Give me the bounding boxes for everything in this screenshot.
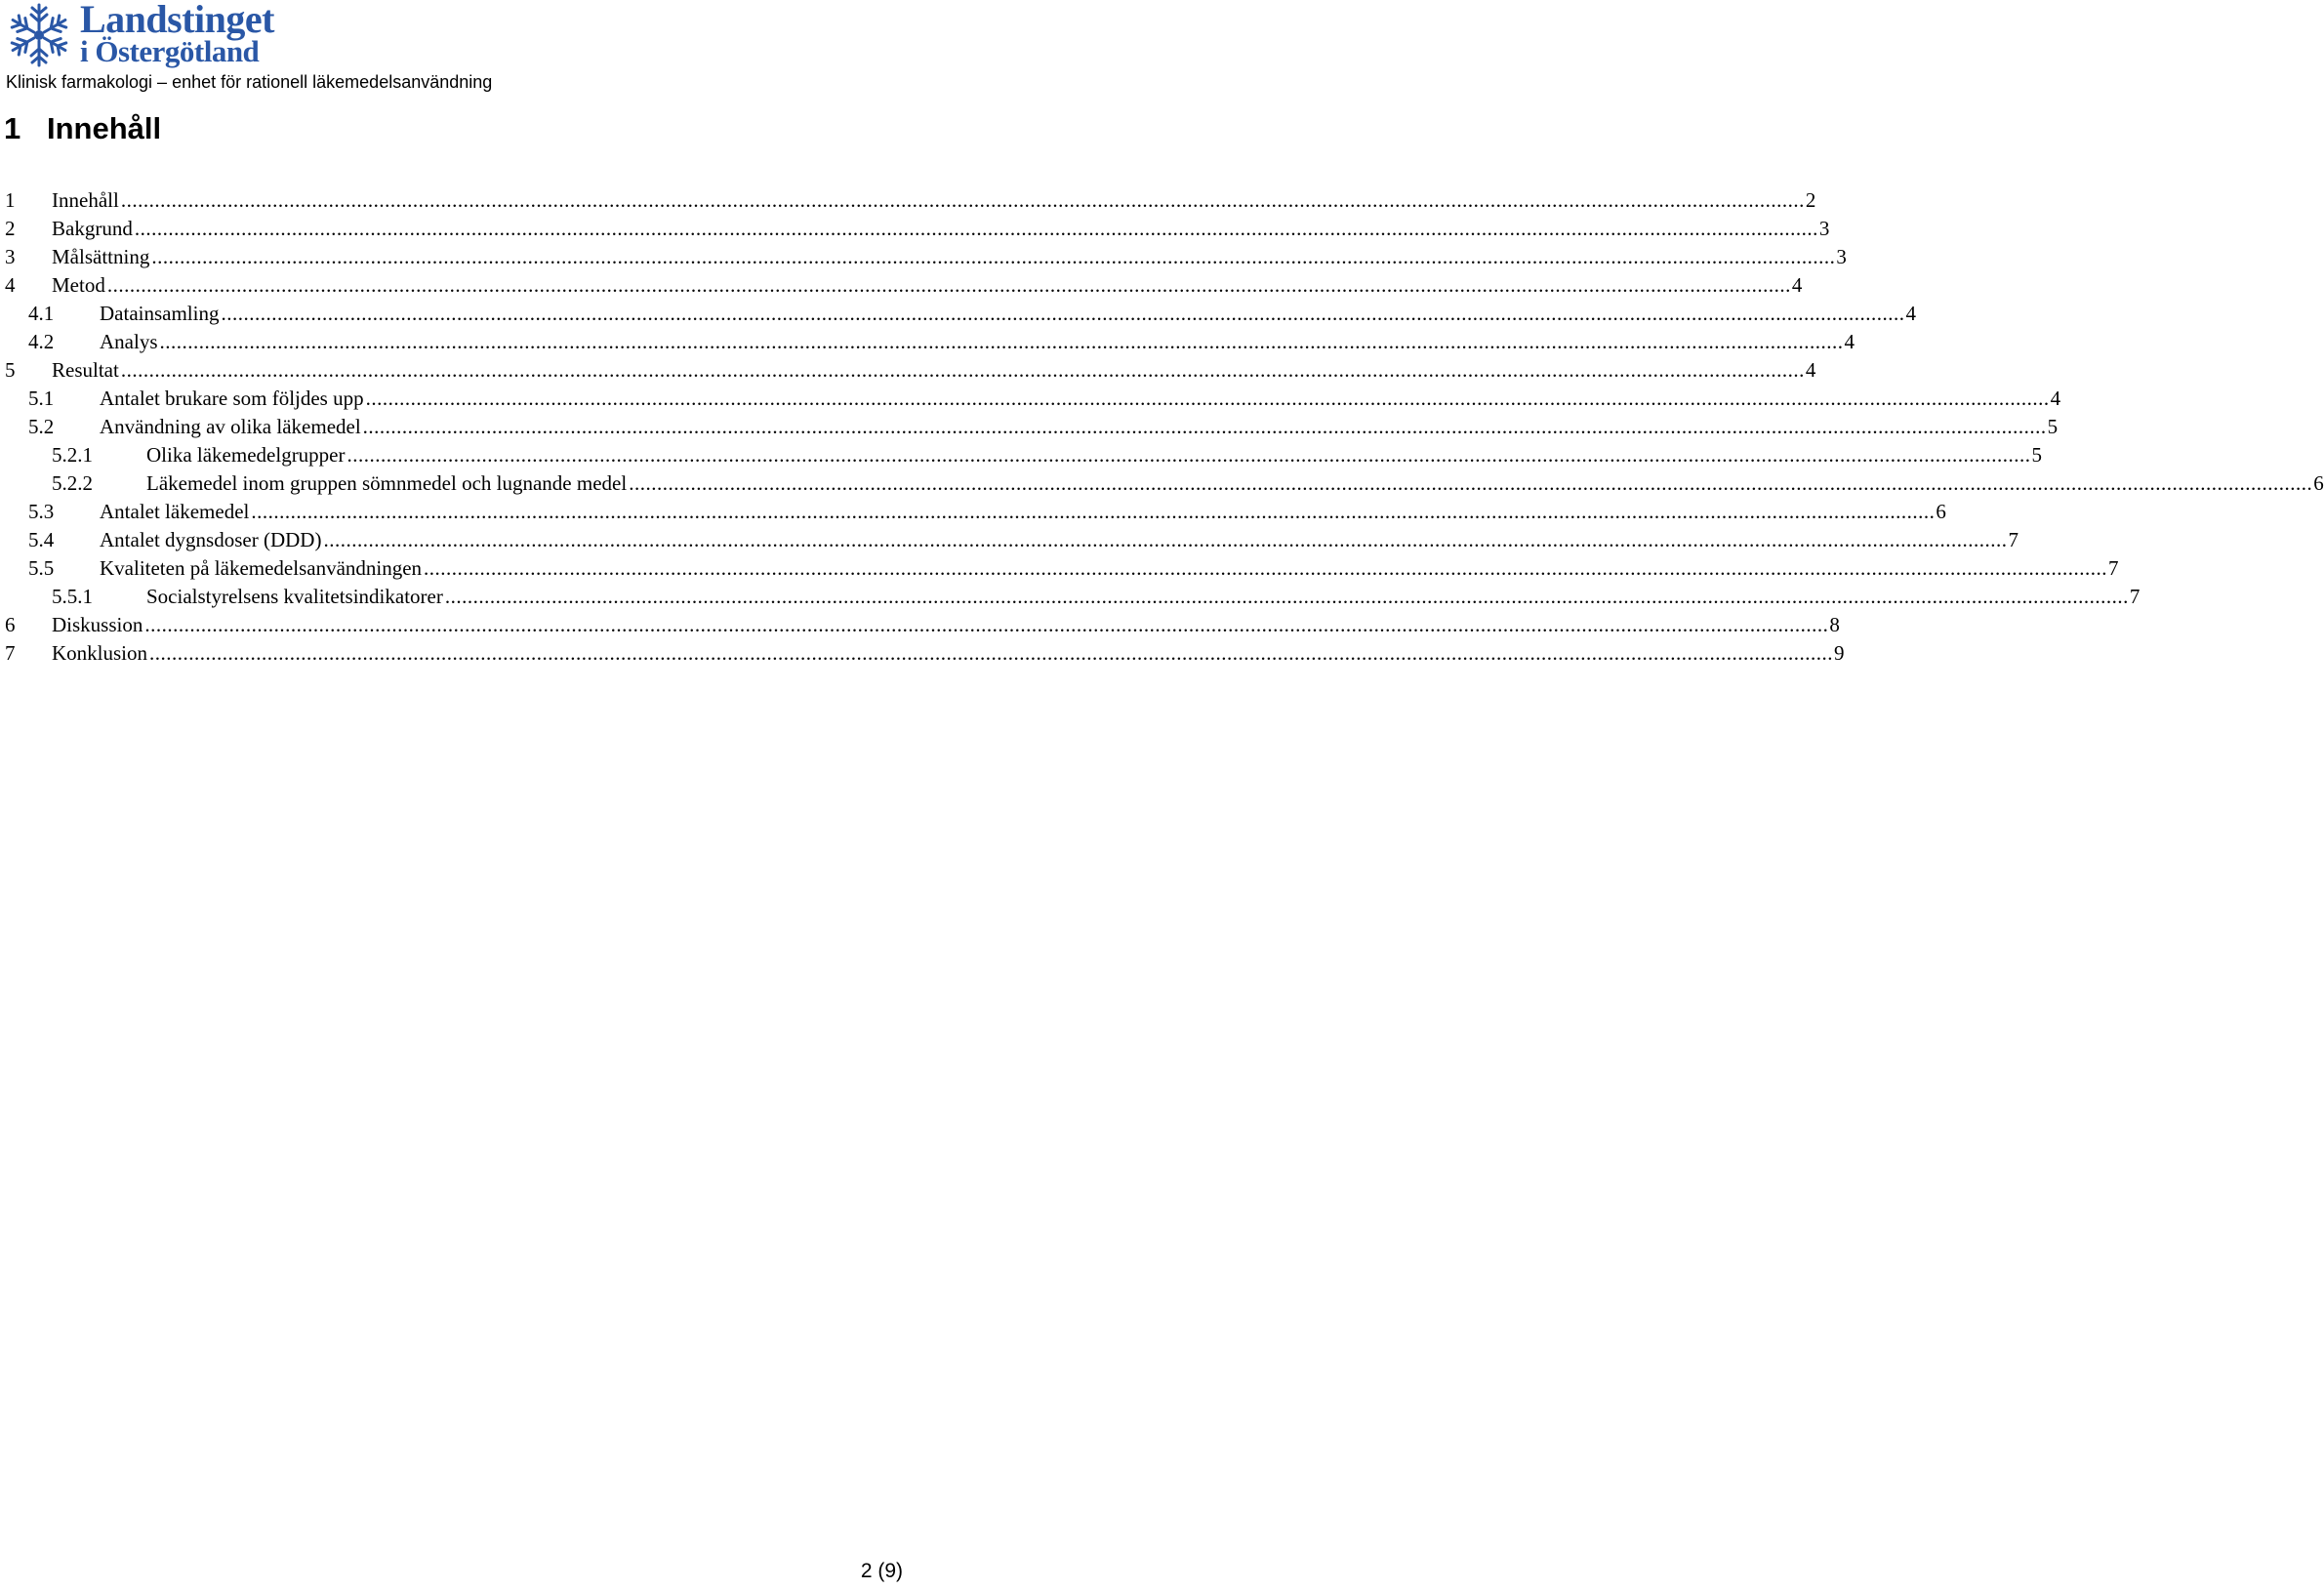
snowflake-emblem-icon bbox=[4, 2, 74, 68]
toc-entry-page: 4 bbox=[1791, 273, 1803, 297]
toc-entry-title: Användning av olika läkemedel bbox=[100, 415, 361, 438]
toc-entry-page: 3 bbox=[1836, 245, 1847, 268]
toc-entry-title: Socialstyrelsens kvalitetsindikatorer bbox=[146, 585, 443, 608]
dot-leader: ............................................................................................................................................................................................................................................................................................................ bbox=[221, 302, 1905, 325]
toc-entry-number: 5 bbox=[5, 358, 16, 382]
document-header bbox=[4, 2, 590, 96]
table-of-contents bbox=[5, 186, 2324, 668]
toc-entry-line bbox=[52, 611, 1840, 639]
toc-entry[interactable] bbox=[5, 271, 1803, 300]
toc-entry-page: 8 bbox=[1829, 613, 1840, 636]
toc-entry-line bbox=[52, 215, 1830, 243]
toc-entry-title: Kvaliteten på läkemedelsanvändningen bbox=[100, 556, 423, 580]
toc-entry-page: 4 bbox=[2050, 387, 2061, 410]
toc-entry-page: 4 bbox=[1905, 302, 1916, 325]
dot-leader: ............................................................................................................................................................................................................................................................................................................ bbox=[120, 188, 1805, 212]
dot-leader: ............................................................................................................................................................................................................................................................................................................ bbox=[629, 471, 2313, 495]
toc-entry-line bbox=[52, 243, 1847, 271]
toc-entry-number: 5.2.1 bbox=[52, 443, 93, 467]
dot-leader: ............................................................................................................................................................................................................................................................................................................ bbox=[251, 500, 1936, 523]
dot-leader: ............................................................................................................................................................................................................................................................................................................ bbox=[424, 556, 2108, 580]
toc-entry-number: 5.4 bbox=[28, 528, 55, 551]
toc-entry-line bbox=[52, 639, 1845, 668]
toc-entry[interactable] bbox=[5, 441, 2042, 469]
toc-entry-number: 2 bbox=[5, 217, 16, 240]
toc-entry-number: 6 bbox=[5, 613, 16, 636]
dot-leader: ............................................................................................................................................................................................................................................................................................................ bbox=[134, 217, 1818, 240]
heading-text: Innehåll bbox=[47, 111, 162, 145]
toc-entry-title: Målsättning bbox=[52, 245, 150, 268]
toc-entry[interactable] bbox=[5, 186, 1816, 215]
toc-entry[interactable] bbox=[5, 611, 1840, 639]
toc-entry-title: Antalet brukare som följdes upp bbox=[100, 387, 364, 410]
toc-entry-line bbox=[100, 385, 2061, 413]
toc-entry-page: 4 bbox=[1844, 330, 1855, 353]
toc-entry-line bbox=[52, 186, 1816, 215]
toc-entry-title: Metod bbox=[52, 273, 105, 297]
toc-entry-number: 5.2.2 bbox=[52, 471, 93, 495]
toc-entry[interactable] bbox=[5, 385, 2061, 413]
toc-entry[interactable] bbox=[5, 498, 1946, 526]
toc-entry[interactable] bbox=[5, 300, 1916, 328]
toc-entry[interactable] bbox=[5, 554, 2119, 583]
toc-entry-title: Olika läkemedelgrupper bbox=[146, 443, 346, 467]
toc-entry-line bbox=[100, 526, 2018, 554]
toc-entry-line bbox=[146, 469, 2324, 498]
dot-leader: ............................................................................................................................................................................................................................................................................................................ bbox=[347, 443, 2031, 467]
toc-entry-title: Resultat bbox=[52, 358, 119, 382]
toc-entry-number: 5.5 bbox=[28, 556, 55, 580]
dot-leader: ............................................................................................................................................................................................................................................................................................................ bbox=[159, 330, 1844, 353]
toc-entry[interactable] bbox=[5, 413, 2059, 441]
toc-entry-page: 4 bbox=[1805, 358, 1816, 382]
toc-entry-page: 9 bbox=[1834, 641, 1845, 665]
toc-entry[interactable] bbox=[5, 328, 1855, 356]
toc-entry[interactable] bbox=[5, 526, 2018, 554]
toc-entry-line bbox=[100, 328, 1855, 356]
logo-wordmark-line2: i Östergötland bbox=[80, 34, 260, 68]
toc-entry-number: 5.5.1 bbox=[52, 585, 93, 608]
dot-leader: ............................................................................................................................................................................................................................................................................................................ bbox=[151, 245, 1836, 268]
toc-entry-number: 7 bbox=[5, 641, 16, 665]
toc-entry[interactable] bbox=[5, 243, 1847, 271]
toc-entry-page: 5 bbox=[2031, 443, 2042, 467]
toc-entry-page: 5 bbox=[2047, 415, 2059, 438]
toc-entry[interactable] bbox=[5, 583, 2141, 611]
logo-wordmark-line1: Landstinget bbox=[80, 0, 274, 41]
toc-entry-page: 6 bbox=[2313, 471, 2324, 495]
toc-entry-title: Antalet läkemedel bbox=[100, 500, 250, 523]
dot-leader: ............................................................................................................................................................................................................................................................................................................ bbox=[323, 528, 2008, 551]
toc-entry-title: Konklusion bbox=[52, 641, 148, 665]
toc-entry-title: Bakgrund bbox=[52, 217, 133, 240]
toc-entry-number: 5.3 bbox=[28, 500, 55, 523]
toc-entry-title: Antalet dygnsdoser (DDD) bbox=[100, 528, 322, 551]
toc-entry-title: Datainsamling bbox=[100, 302, 220, 325]
dot-leader: ............................................................................................................................................................................................................................................................................................................ bbox=[106, 273, 1791, 297]
toc-entry-line bbox=[52, 271, 1803, 300]
toc-entry-page: 7 bbox=[2129, 585, 2141, 608]
dot-leader: ............................................................................................................................................................................................................................................................................................................ bbox=[362, 415, 2047, 438]
toc-entry-number: 1 bbox=[5, 188, 16, 212]
dot-leader: ............................................................................................................................................................................................................................................................................................................ bbox=[149, 641, 1834, 665]
toc-entry[interactable] bbox=[5, 356, 1816, 385]
dot-leader: ............................................................................................................................................................................................................................................................................................................ bbox=[144, 613, 1829, 636]
toc-entry-number: 4.2 bbox=[28, 330, 55, 353]
toc-entry-line bbox=[146, 583, 2141, 611]
toc-entry-line bbox=[52, 356, 1816, 385]
toc-entry[interactable] bbox=[5, 639, 1845, 668]
toc-entry-number: 4 bbox=[5, 273, 16, 297]
dot-leader: ............................................................................................................................................................................................................................................................................................................ bbox=[444, 585, 2129, 608]
toc-entry-number: 4.1 bbox=[28, 302, 55, 325]
dot-leader: ............................................................................................................................................................................................................................................................................................................ bbox=[120, 358, 1805, 382]
toc-entry-page: 3 bbox=[1818, 217, 1830, 240]
toc-entry-title: Innehåll bbox=[52, 188, 119, 212]
toc-entry-number: 5.1 bbox=[28, 387, 55, 410]
department-name: Klinisk farmakologi – enhet för rationell läkemedelsanvändning bbox=[6, 72, 493, 92]
toc-entry-line bbox=[100, 498, 1946, 526]
toc-entry-page: 2 bbox=[1805, 188, 1816, 212]
toc-entry-line bbox=[100, 554, 2119, 583]
toc-entry-line bbox=[100, 413, 2059, 441]
heading-number: 1 bbox=[4, 111, 21, 145]
toc-entry[interactable] bbox=[5, 215, 1830, 243]
toc-entry-page: 6 bbox=[1936, 500, 1946, 523]
dot-leader: ............................................................................................................................................................................................................................................................................................................ bbox=[365, 387, 2050, 410]
toc-entry[interactable] bbox=[5, 469, 2324, 498]
toc-entry-title: Diskussion bbox=[52, 613, 143, 636]
page-title bbox=[4, 111, 161, 146]
toc-entry-line bbox=[146, 441, 2042, 469]
toc-entry-title: Läkemedel inom gruppen sömnmedel och lugnande medel bbox=[146, 471, 628, 495]
toc-entry-number: 5.2 bbox=[28, 415, 55, 438]
toc-entry-number: 3 bbox=[5, 245, 16, 268]
toc-entry-title: Analys bbox=[100, 330, 158, 353]
toc-entry-page: 7 bbox=[2008, 528, 2018, 551]
toc-entry-page: 7 bbox=[2108, 556, 2119, 580]
toc-entry-line bbox=[100, 300, 1916, 328]
page-number: 2 (9) bbox=[860, 1560, 903, 1582]
